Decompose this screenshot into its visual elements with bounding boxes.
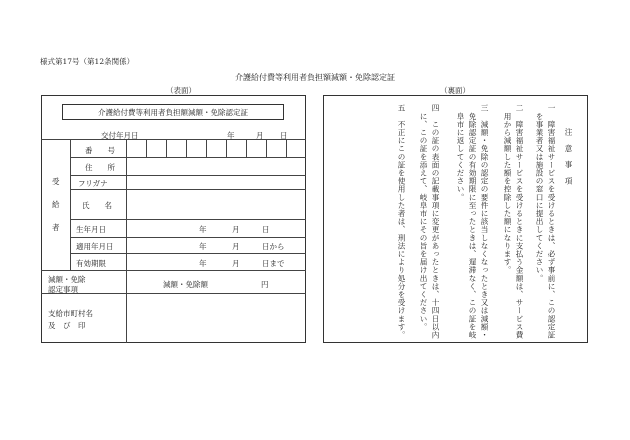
number-cell-divider xyxy=(146,139,147,157)
note-item-1: 一 障害福祉サービスを受けるときは、必ず事前に、この認定証 を事業者又は施設の窓口に提出してください。 xyxy=(535,104,556,339)
group-divider xyxy=(70,139,71,270)
note-item-2: 二 障害福祉サービスを受けるときに支払う金額は、サービス費 用から減額した額を控除した額になります。 xyxy=(503,104,524,339)
note-item-4: 四 この証の表面の記載事項に変更があったときは、十四日以内 に、この証を添えて、岐阜市にその旨を届け出てください。 xyxy=(419,104,440,339)
birth-month-label: 月 xyxy=(232,225,240,234)
municipality-label: 支給市町村名 xyxy=(48,309,93,318)
row-line xyxy=(70,253,306,254)
row-line xyxy=(70,189,306,190)
number-cell-divider xyxy=(166,139,167,157)
valid-month-label: 月 xyxy=(232,259,240,268)
recipient-label-char: 給 xyxy=(52,200,60,209)
recipient-label-char: 者 xyxy=(52,223,60,232)
seal-label: 及 び 印 xyxy=(48,321,86,330)
valid-year-label: 年 xyxy=(199,259,207,268)
name-label: 氏 名 xyxy=(82,201,112,210)
number-cell-divider xyxy=(266,139,267,157)
number-label: 番 号 xyxy=(85,146,115,155)
front-heading: （表面） xyxy=(166,86,196,95)
birthdate-label: 生年月日 xyxy=(76,225,106,234)
reduction-unit: 円 xyxy=(261,280,269,289)
birth-day-label: 日 xyxy=(262,225,270,234)
issue-day-label: 日 xyxy=(280,131,288,140)
row-line xyxy=(70,237,306,238)
number-cell-divider xyxy=(226,139,227,157)
birth-year-label: 年 xyxy=(199,225,207,234)
furigana-label: フリガナ xyxy=(78,179,108,188)
form-number: 様式第17号（第12条関係） xyxy=(40,57,135,66)
applicable-date-label: 適用年月日 xyxy=(76,242,114,251)
row-line xyxy=(70,219,306,220)
row-line xyxy=(41,270,306,271)
label-divider xyxy=(126,293,127,343)
applicable-year-label: 年 xyxy=(199,242,207,251)
card-title: 介護給付費等利用者負担額減額・免除認定証 xyxy=(98,108,248,117)
label-divider xyxy=(126,139,127,293)
issue-year-label: 年 xyxy=(227,131,235,140)
note-item-5: 五 不正にこの証を使用した者は、刑法により処分を受けます。 xyxy=(397,104,406,339)
number-cell-divider xyxy=(206,139,207,157)
back-heading: （裏面） xyxy=(440,86,470,95)
applicable-from-label: 日から xyxy=(262,242,285,251)
issue-date-label: 交付年月日 xyxy=(101,131,139,140)
reduction-label-2: 認定事項 xyxy=(48,285,78,294)
number-cell-divider xyxy=(186,139,187,157)
note-item-3: 三 減額・免除の認定の要件に該当しなくなったとき又は減額・ 免除認定証の有効期限に至ったときは、遅滞なく、この証を岐 阜市に返してください。 xyxy=(456,104,489,339)
applicable-month-label: 月 xyxy=(232,242,240,251)
row-line xyxy=(70,157,306,158)
valid-until-label: 有効期限 xyxy=(76,259,106,268)
address-label: 住 所 xyxy=(85,163,115,172)
reduction-label: 減額・免除 xyxy=(48,275,86,284)
number-cell-divider xyxy=(246,139,247,157)
row-line xyxy=(70,175,306,176)
issue-month-label: 月 xyxy=(256,131,264,140)
reduction-amount-label: 減額・免除額 xyxy=(163,280,208,289)
row-line xyxy=(41,293,306,294)
number-cell-divider xyxy=(286,139,287,157)
notes-title: 注 意 事 項 xyxy=(564,128,573,185)
recipient-label-char: 受 xyxy=(52,177,60,186)
document-title: 介護給付費等利用者負担額減額・免除認定証 xyxy=(235,73,395,82)
valid-until-suffix: 日まで xyxy=(262,259,285,268)
